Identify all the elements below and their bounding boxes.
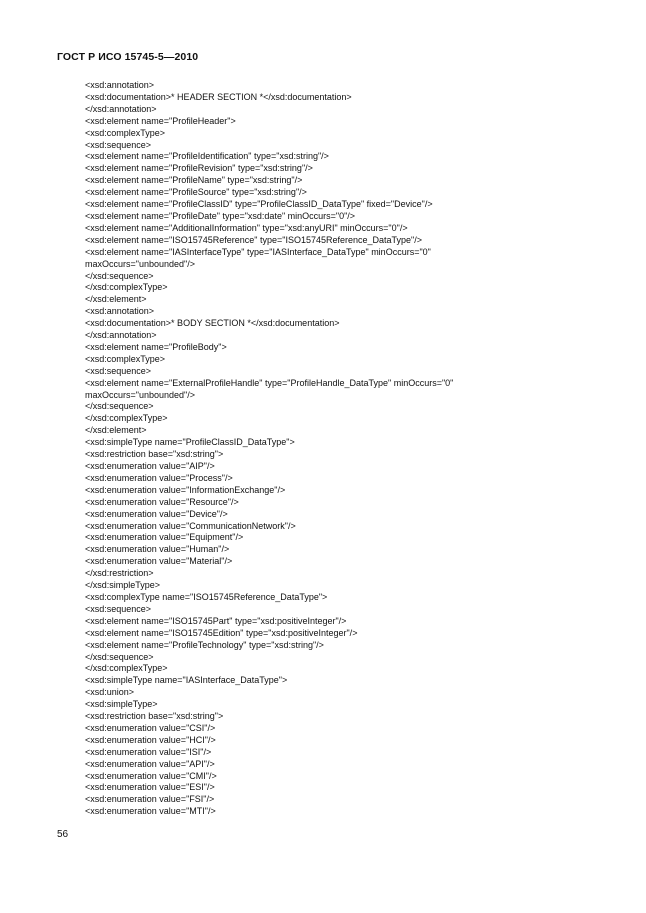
code-line: <xsd:complexType> [85,353,166,364]
code-line: </xsd:element> [85,425,147,436]
code-line: <xsd:enumeration value="AIP"/> [85,461,215,471]
code-line: <xsd:restriction base="xsd:string"> [85,449,224,460]
code-line: <xsd:element name="ExternalProfileHandle" type="ProfileHandle_DataType" minOccurs="0" [85,377,454,388]
xsd-code-listing [85,80,605,818]
code-line: <xsd:enumeration value="CommunicationNetwork"/> [85,520,296,531]
code-line: maxOccurs="unbounded"/> [85,258,195,269]
code-line: </xsd:element> [85,294,147,305]
code-line: <xsd:enumeration value="InformationExchange"/> [85,484,286,495]
page-number: 56 [57,829,69,840]
code-line: </xsd:sequence> [85,401,154,412]
code-line: <xsd:element name="ProfileRevision" type="xsd:string"/> [85,163,313,174]
code-line: <xsd:enumeration value="Human"/> [85,544,230,555]
code-line: <xsd:element name="ISO15745Part" type="xsd:positiveInteger"/> [85,615,347,626]
code-line: <xsd:enumeration value="Material"/> [85,556,233,567]
code-line: <xsd:simpleType> [85,699,158,710]
code-line: </xsd:complexType> [85,282,168,293]
code-line: <xsd:element name="ProfileHeader"> [85,115,236,126]
code-line: <xsd:element name="IASInterfaceType" type="IASInterface_DataType" minOccurs="0" [85,246,431,257]
code-line: <xsd:annotation> [85,80,155,90]
code-line: <xsd:enumeration value="Process"/> [85,472,233,483]
code-line: <xsd:enumeration value="Equipment"/> [85,532,244,543]
code-line: </xsd:sequence> [85,270,154,281]
code-line: <xsd:enumeration value="API"/> [85,758,215,769]
code-line: <xsd:enumeration value="FSI"/> [85,794,215,805]
code-line: <xsd:element name="ProfileSource" type="xsd:string"/> [85,187,307,198]
code-line: <xsd:complexType name="ISO15745Reference_DataType"> [85,591,328,602]
code-line: <xsd:element name="ProfileIdentification" type="xsd:string"/> [85,151,329,162]
code-line: <xsd:element name="AdditionalInformation" type="xsd:anyURI" minOccurs="0"/> [85,222,408,233]
code-line: <xsd:documentation>* BODY SECTION *</xsd:documentation> [85,318,340,329]
code-line: </xsd:annotation> [85,103,157,114]
document-header: ГОСТ Р ИСО 15745-5—2010 [57,51,199,63]
code-line: <xsd:element name="ISO15745Edition" type="xsd:positiveInteger"/> [85,627,358,638]
code-line: <xsd:element name="ProfileClassID" type="ProfileClassID_DataType" fixed="Device"/> [85,199,433,210]
code-line: <xsd:element name="ProfileTechnology" type="xsd:string"/> [85,639,324,650]
code-line: <xsd:enumeration value="MTI"/> [85,806,216,817]
code-line: <xsd:enumeration value="Resource"/> [85,496,239,507]
code-line: <xsd:sequence> [85,139,152,150]
code-line: </xsd:restriction> [85,568,154,579]
code-line: <xsd:enumeration value="ISI"/> [85,746,212,757]
code-line: <xsd:union> [85,687,135,698]
code-line: <xsd:enumeration value="CSI"/> [85,722,216,733]
code-line: maxOccurs="unbounded"/> [85,389,195,400]
code-line: <xsd:element name="ProfileBody"> [85,341,227,352]
code-line: <xsd:sequence> [85,365,152,376]
code-line: <xsd:enumeration value="CMI"/> [85,770,217,781]
code-line: <xsd:restriction base="xsd:string"> [85,711,224,722]
code-line: </xsd:sequence> [85,651,154,662]
code-line: <xsd:element name="ISO15745Reference" type="ISO15745Reference_DataType"/> [85,234,422,245]
code-line: <xsd:enumeration value="HCI"/> [85,734,216,745]
code-line: </xsd:annotation> [85,330,157,341]
code-line: <xsd:annotation> [85,306,155,317]
code-line: <xsd:simpleType name="IASInterface_DataType"> [85,675,288,686]
code-line: <xsd:element name="ProfileDate" type="xsd:date" minOccurs="0"/> [85,210,356,221]
code-line: <xsd:enumeration value="Device"/> [85,508,228,519]
code-line: <xsd:sequence> [85,603,152,614]
code-line: </xsd:simpleType> [85,580,161,591]
code-line: </xsd:complexType> [85,663,168,674]
code-line: <xsd:simpleType name="ProfileClassID_DataType"> [85,437,295,448]
code-line: <xsd:documentation>* HEADER SECTION *</xsd:documentation> [85,91,352,102]
code-line: </xsd:complexType> [85,413,168,424]
code-line: <xsd:element name="ProfileName" type="xsd:string"/> [85,175,303,186]
code-line: <xsd:enumeration value="ESI"/> [85,782,215,793]
code-line: <xsd:complexType> [85,127,166,138]
